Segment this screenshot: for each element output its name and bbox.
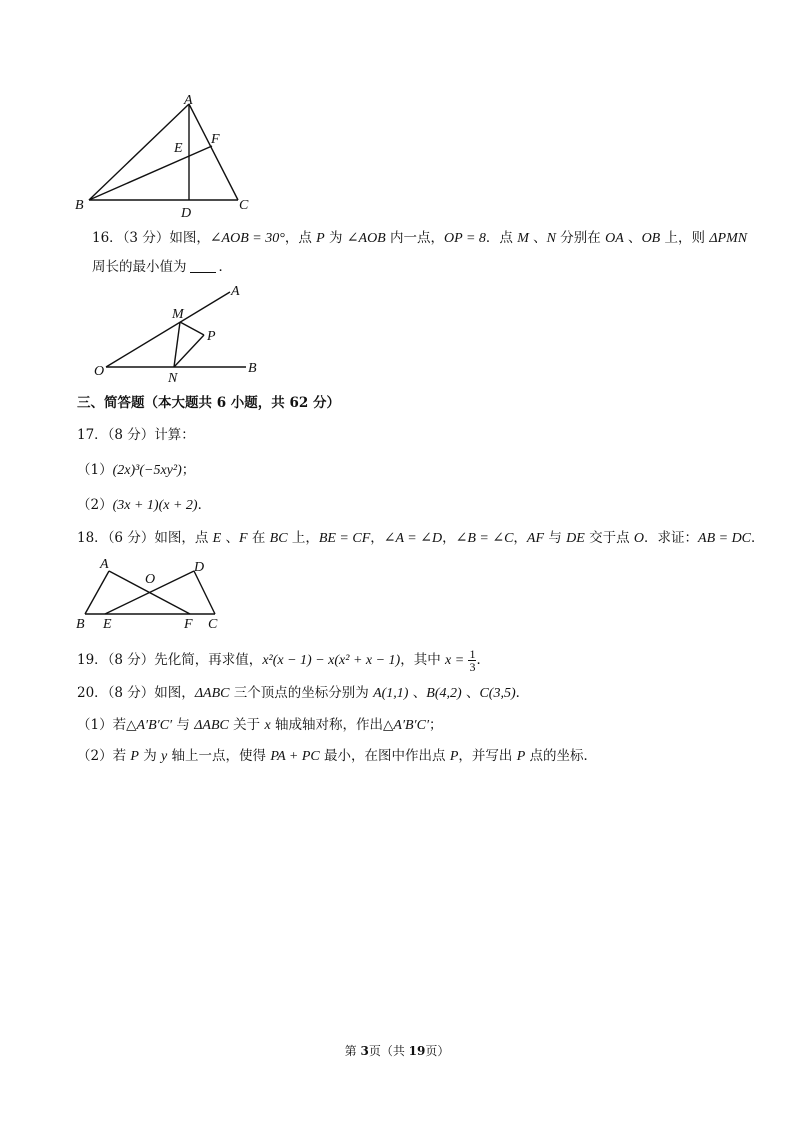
label-m: M (172, 307, 184, 322)
question-19 (77, 648, 490, 673)
question-17-part1 (77, 460, 195, 481)
text: ； (429, 717, 443, 733)
text: 如图，点 (154, 530, 213, 546)
label-a: A (231, 284, 240, 299)
math: B(4,2) (426, 686, 462, 701)
math: P (516, 749, 526, 764)
text: ，其中 (400, 652, 446, 668)
math: A(1,1) (373, 686, 409, 701)
text: 页） (425, 1044, 450, 1058)
label-c: C (208, 617, 218, 632)
text: 第 (344, 1044, 361, 1058)
denominator: 3 (469, 660, 476, 674)
text: 分别在 (556, 230, 606, 246)
text: ， (370, 530, 384, 546)
label-o: O (145, 572, 156, 587)
text: 与 (544, 530, 567, 546)
page-footer (0, 1042, 794, 1059)
part-label: （1） (77, 462, 113, 478)
label-c: C (239, 198, 249, 213)
math: x = (445, 653, 465, 668)
text: 交于点 (584, 530, 634, 546)
math: (2x)³(−5xy²) (112, 463, 182, 478)
math: x²(x − 1) − x(x² + x − 1) (262, 653, 401, 668)
question-17-part2 (77, 495, 211, 516)
math: C(3,5) (479, 686, 516, 701)
label-d: D (194, 560, 205, 575)
math: ΔABC (194, 686, 230, 701)
text: ． (751, 530, 765, 546)
text: 与 (172, 717, 195, 733)
math: ∠A = ∠D (383, 531, 443, 546)
text: 、 (623, 230, 642, 246)
label-a: A (100, 557, 109, 572)
question-score: （6 分） (107, 530, 155, 546)
label-a: A (184, 93, 193, 108)
text: 、 (408, 685, 427, 701)
text: 最小，在图中作出点 (319, 748, 450, 764)
label-n: N (168, 371, 178, 386)
question-17-head: 17．（8 分）计算： (77, 427, 195, 443)
math: PA + PC (270, 749, 320, 764)
answer-blank[interactable] (190, 272, 216, 273)
math: ∠AOB (346, 231, 386, 246)
math: F (238, 531, 248, 546)
label-e: E (174, 141, 183, 156)
label-f: F (184, 617, 193, 632)
question-20-part2 (77, 746, 597, 767)
math: OB (641, 231, 661, 246)
math: P (449, 749, 459, 764)
text: ． (197, 497, 212, 513)
label-p: P (207, 329, 216, 344)
math: ∠AOB = 30° (209, 231, 285, 246)
math: P (130, 749, 139, 764)
text: 、 (528, 230, 547, 246)
figure-q15 (70, 90, 260, 225)
math: P (316, 231, 325, 246)
text: ， (442, 530, 456, 546)
text: ．求证： (644, 530, 699, 546)
question-20-head (77, 683, 529, 704)
text: ； (181, 462, 196, 478)
label-d: D (181, 206, 192, 221)
math: O (633, 531, 645, 546)
numerator: 1 (469, 647, 476, 661)
text: 轴上一点，使得 (167, 748, 271, 764)
text: ， (513, 530, 527, 546)
text: 为 (324, 230, 347, 246)
math: x (264, 718, 271, 733)
label-e: E (103, 617, 112, 632)
math: M (517, 231, 529, 246)
text: 、 (221, 530, 239, 546)
math: A′B′C′ (393, 718, 430, 733)
math: ∠B = ∠C (455, 531, 514, 546)
question-number: 18． (77, 530, 108, 546)
text: 20．（8 分）如图， (77, 685, 195, 701)
text: 为 (138, 748, 162, 764)
math: A′B′C′ (136, 718, 173, 733)
segment-ab (85, 571, 109, 614)
math: ΔPMN (709, 231, 748, 246)
math: ΔABC (194, 718, 229, 733)
text: ． (476, 652, 490, 668)
math: DE (566, 531, 585, 546)
math: y (161, 749, 168, 764)
math: OP = 8 (444, 231, 486, 246)
part-label: （1）若△ (77, 717, 137, 733)
figure-q18 (72, 556, 232, 632)
math: (3x + 1)(x + 2) (112, 498, 198, 513)
math: BC (269, 531, 288, 546)
label-o: O (94, 364, 105, 379)
label-b: B (248, 361, 257, 376)
text: 上，则 (660, 230, 710, 246)
text: ，点 (284, 230, 317, 246)
text: 轴成轴对称，作出△ (270, 717, 394, 733)
math: N (546, 231, 556, 246)
segment-pn (174, 335, 204, 367)
question-16-line1 (92, 228, 747, 249)
text: 三个顶点的坐标分别为 (229, 685, 374, 701)
text: 周长的最小值为 (92, 259, 187, 275)
section-heading: 三、简答题（本大题共 6 小题，共 62 分） (77, 395, 340, 411)
math: AB = DC (698, 531, 752, 546)
page-number: 3 (360, 1044, 369, 1058)
question-16-line2 (92, 257, 232, 277)
math: OA (605, 231, 624, 246)
math: AF (526, 531, 545, 546)
text: 关于 (228, 717, 265, 733)
text: 内一点， (385, 230, 445, 246)
segment-bf (89, 146, 212, 200)
segment-dc (194, 571, 215, 614)
question-score: （3 分） (122, 230, 170, 246)
text: ，并写出 (458, 748, 517, 764)
math: BE = CF (318, 531, 371, 546)
text: 上， (287, 530, 319, 546)
math: E (212, 531, 222, 546)
part-label: （2）若 (77, 748, 131, 764)
label-b: B (75, 198, 84, 213)
question-18 (77, 528, 765, 549)
label-b: B (76, 617, 85, 632)
text: 、 (461, 685, 480, 701)
text: 在 (247, 530, 270, 546)
part-label: （2） (77, 497, 113, 513)
question-number: 16． (92, 230, 123, 246)
label-f: F (211, 132, 220, 147)
text: ． (218, 259, 232, 275)
text: 如图， (169, 230, 210, 246)
text: 点的坐标． (525, 748, 598, 764)
page-total: 19 (408, 1044, 426, 1058)
text: 19．（8 分）先化简，再求值， (77, 652, 263, 668)
segment-mp (180, 322, 204, 335)
segment-ac (189, 104, 238, 200)
text: ． (515, 685, 530, 701)
text: ．点 (485, 230, 518, 246)
figure-q16 (88, 282, 268, 387)
text: 页（共 (368, 1044, 409, 1058)
question-20-part1 (77, 715, 443, 736)
segment-mn (174, 322, 180, 367)
